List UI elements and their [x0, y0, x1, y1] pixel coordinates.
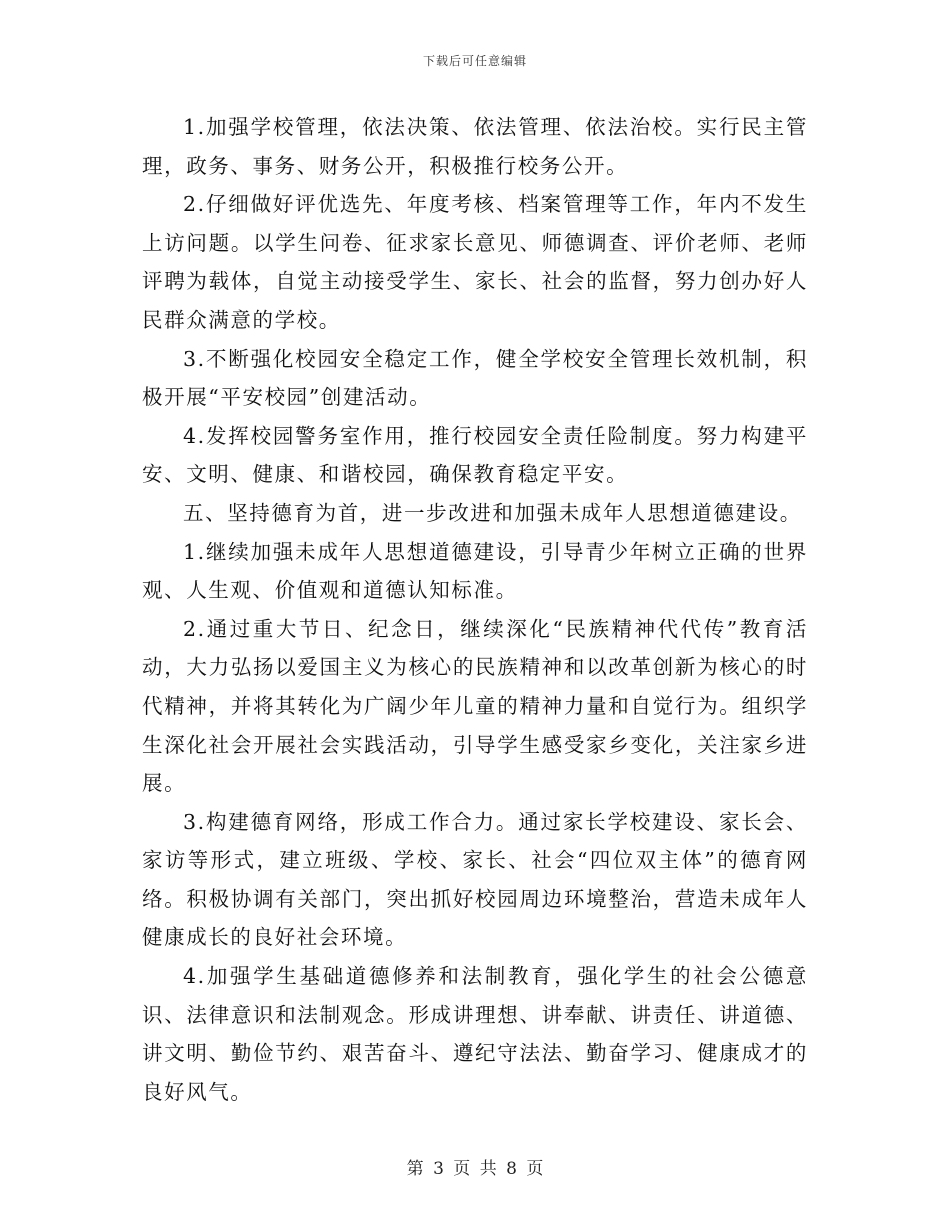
- paragraph-police-office: 4.发挥校园警务室作用，推行校园安全责任险制度。努力构建平安、文明、健康、和谐校园，确保教育稳定平安。: [142, 423, 808, 487]
- paragraph-ideological-morality: 1.继续加强未成年人思想道德建设，引导青少年树立正确的世界观、人生观、价值观和道德认知标准。: [142, 539, 808, 603]
- paragraph-moral-network: 3.构建德育网络，形成工作合力。通过家长学校建设、家长会、家访等形式，建立班级、学校、家长、社会“四位双主体”的德育网络。积极协调有关部门，突出抓好校园周边环境整治，营造未成年人健康成长的良好社会环境。: [142, 809, 808, 950]
- paragraph-legal-education: 4.加强学生基础道德修养和法制教育，强化学生的社会公德意识、法律意识和法制观念。形成讲理想、讲奉献、讲责任、讲道德、讲文明、勤俭节约、艰苦奋斗、遵纪守法法、勤奋学习、健康成才的良好风气。: [142, 964, 808, 1104]
- paragraph-national-spirit: 2.通过重大节日、纪念日，继续深化“民族精神代代传”教育活动，大力弘扬以爱国主义为核心的民族精神和以改革创新为核心的时代精神，并将其转化为广阔少年儿童的精神力量和自觉行为。组织学生深化社会开展社会实践活动，引导学生感受家乡变化，关注家乡进展。: [142, 616, 808, 796]
- page-header: 下载后可任意编辑: [422, 54, 527, 68]
- paragraph-management: 1.加强学校管理，依法决策、依法管理、依法治校。实行民主管理，政务、事务、财务公开，积极推行校务公开。: [142, 115, 808, 178]
- paragraph-campus-safety: 3.不断强化校园安全稳定工作，健全学校安全管理长效机制，积极开展“平安校园”创建活动。: [142, 346, 808, 410]
- page-number: 第 3 页 共 8 页: [406, 1159, 544, 1179]
- paragraph-evaluation: 2.仔细做好评优选先、年度考核、档案管理等工作，年内不发生上访问题。以学生问卷、征求家长意见、师德调查、评价老师、老师评聘为载体，自觉主动接受学生、家长、社会的监督，努力创办好人民群众满意的学校。: [142, 192, 808, 332]
- document-body: [142, 108, 808, 1111]
- section-heading-moral-education: 五、坚持德育为首，进一步改进和加强未成年人思想道德建设。: [183, 500, 802, 525]
